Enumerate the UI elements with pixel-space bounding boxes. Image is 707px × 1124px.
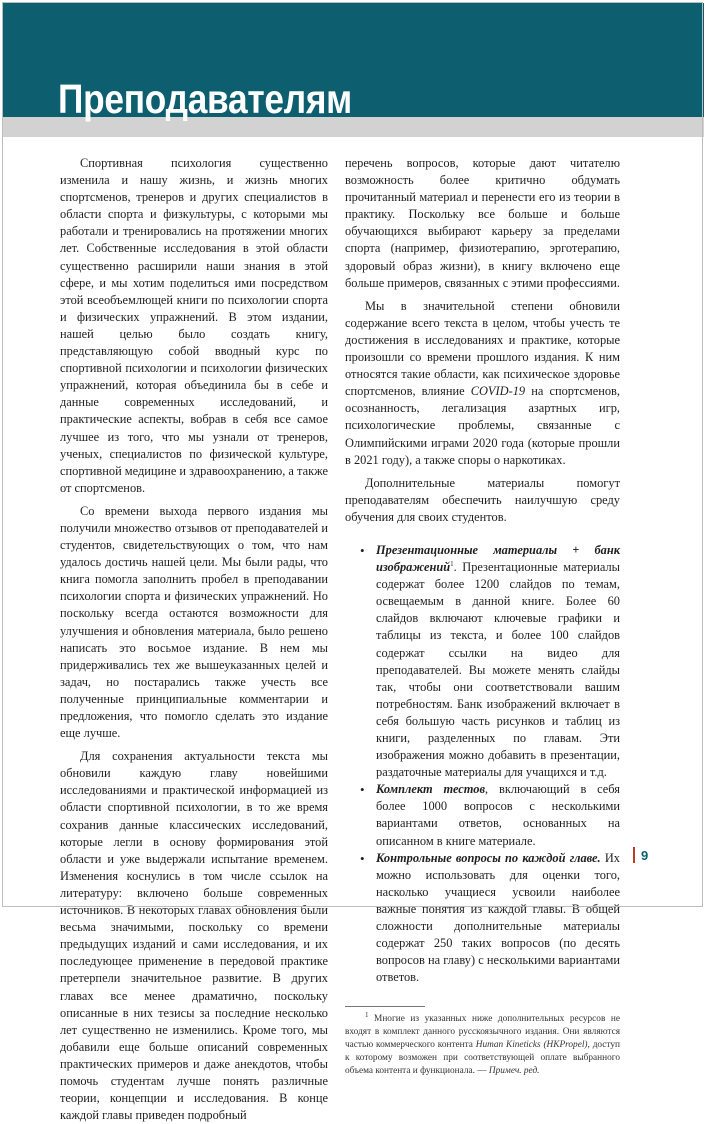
right-paragraph-updates — [345, 298, 620, 469]
page-title: Преподавателям — [58, 76, 352, 122]
left-paragraph-3: Для сохранения актуальности текста мы обновили каждую главу новейшими исследованиями и практической информацией из области спортивной психологии, в то же время сохранив данные классических исследований, которые легли в основу формирования этой области и уже выдержали испытание временем. Изменения коснулись в том числе ссылок на литературу: включено больше современных источников. В некоторых главах обновления были весьма значимыми, поскольку со времени предыдущих изданий и сами исследования, и их последующее применение в передовой практике претерпели значительное развитие. В других главах все менее драматично, поскольку описанные в них тезисы за последние несколько лет существенно не изменились. Кроме того, мы добавили еще больше описаний современных практических примеров и даже анекдотов, чтобы помочь студентам лучше понять различные теории, концепции и исследования. В конце каждой главы приведен подробный — [60, 749, 328, 1123]
left-paragraph-2: Со времени выхода первого издания мы получили множество отзывов от преподавателей и студентов, свидетельствующих о том, что нам удалось достичь нашей цели. Мы были рады, что книга помогла заполнить пробел в преподавании психологии спорта и физических упражнений. Но поскольку всегда остаются возможности для улучшения и обновления материала, было решено написать это восьмое издание. В нем мы придерживались тех же вышеуказанных целей и задач, но постарались также учесть все полученные принципиальные комментарии и предложения, что помогло сделать это издание еще лучше. — [60, 503, 328, 741]
left-column — [60, 155, 328, 1124]
right-continuation-paragraph: перечень вопросов, которые дают читателю возможность более критично обдумать прочитанный материал и перенести его из теории в практику. Поскольку все больше и больше обучающихся выбирают карьеру за пределами спорта (например, физиотерапию, эрготерапию, здоровый образ жизни), в книгу включено еще больше примеров, связанных с этими профессиями. — [345, 156, 620, 290]
list-item-text: , включающий в себя более 1000 вопросов с несколькими вариантами ответов, основанных на описанном в книге материале. — [376, 782, 620, 848]
right-column — [345, 155, 620, 1078]
footnote-ref: 1 — [450, 559, 454, 568]
list-item-questions — [345, 850, 620, 987]
updates-text-a: Мы в значительной степени обновили содержание всего текста в целом, чтобы учесть те достижения в исследованиях и практике, которые произошли со времени прошлого издания. К ним относятся такие области, как психическое здоровье спортсменов, влияние — [345, 298, 620, 399]
covid-term: COVID-19 — [470, 384, 526, 399]
footnote-mark: 1 — [365, 1011, 369, 1020]
footnote-italic-a: Human Kineticks (HKPropel) — [475, 1040, 588, 1051]
list-item-tests — [345, 781, 620, 849]
footnote-text-b: , доступ к которому возможен при соответствующей оплате выбранного объема контента и функционала. — — [345, 1040, 620, 1077]
right-paragraph-materials: Дополнительные материалы помогут преподавателям обеспечить наилучшую среду обучения для своих студентов. — [345, 475, 620, 524]
footnote-divider — [345, 1006, 425, 1007]
list-item-text: . Презентационные материалы содержат более 1200 слайдов по темам, освещаемым в данной книге. Более 60 слайдов включают ключевые графики и таблицы из текста, и более 100 слайдов содержат ссылки на видео для преподавателей. Вы можете менять слайды так, чтобы они соответствовали вашим потребностям. Банк изображений включает в себя большую часть рисунков и таблиц из книги, разделенных по главам. Эти изображения можно добавить в презентации, раздаточные материалы для учащихся и т.д. — [376, 560, 620, 780]
left-paragraph-1: Спортивная психология существенно изменила и нашу жизнь, и жизнь многих спортсменов, тренеров и других специалистов в области спорта и физкультуры, с которыми мы работали и тренировались на протяжении многих лет. Собственные исследования в этой области существенно расширили наши знания в этой сфере, и мы хотим поделиться ими посредством этой всеобъемлющей книги по психологии спорта и физических упражнений. В этом издании, нашей целью было создать книгу, представляющую собой вводный курс по спортивной психологии и психологии физических упражнений, которая объединила бы в себе и данные современных исследований, и практические аспекты, вобрав в себя все самое лучшее из того, что мы узнали от тренеров, ученых, специалистов по физической культуре, спортивной медицине и здравоохранению, а также от спортсменов. — [60, 156, 328, 495]
page-number-accent — [633, 847, 635, 863]
updates-text-b: на спортсменов, осознанность, легализация азартных игр, психологические проблемы, связанные с Олимпийскими играми 2020 года (которые прошли в 2021 году), а также споры о наркотиках. — [345, 384, 620, 467]
list-item-title: Презентационные материалы + банк изображений — [376, 542, 620, 575]
list-item-title: Контрольные вопросы по каждой главе. — [376, 850, 601, 865]
footnote-text-a: Многие из указанных ниже дополнительных ресурсов не входят в комплект данного русскоязычного издания. Они являются частью коммерческого контента — [345, 1014, 620, 1051]
list-item-presentations — [345, 542, 620, 781]
list-item-text: Их можно использовать для оценки того, насколько учащиеся усвоили наиболее важные понятия из каждой главы. В общей сложности дополнительные материалы содержат 250 таких вопросов (по десять вопросов на главу) с несколькими вариантами ответов. — [376, 850, 620, 985]
page-number: 9 — [641, 848, 649, 863]
footnote-italic-b: Примеч. ред. — [488, 1066, 540, 1077]
list-item-title: Комплект тестов — [376, 782, 486, 797]
resources-list — [345, 542, 620, 986]
footnote — [345, 1013, 620, 1078]
